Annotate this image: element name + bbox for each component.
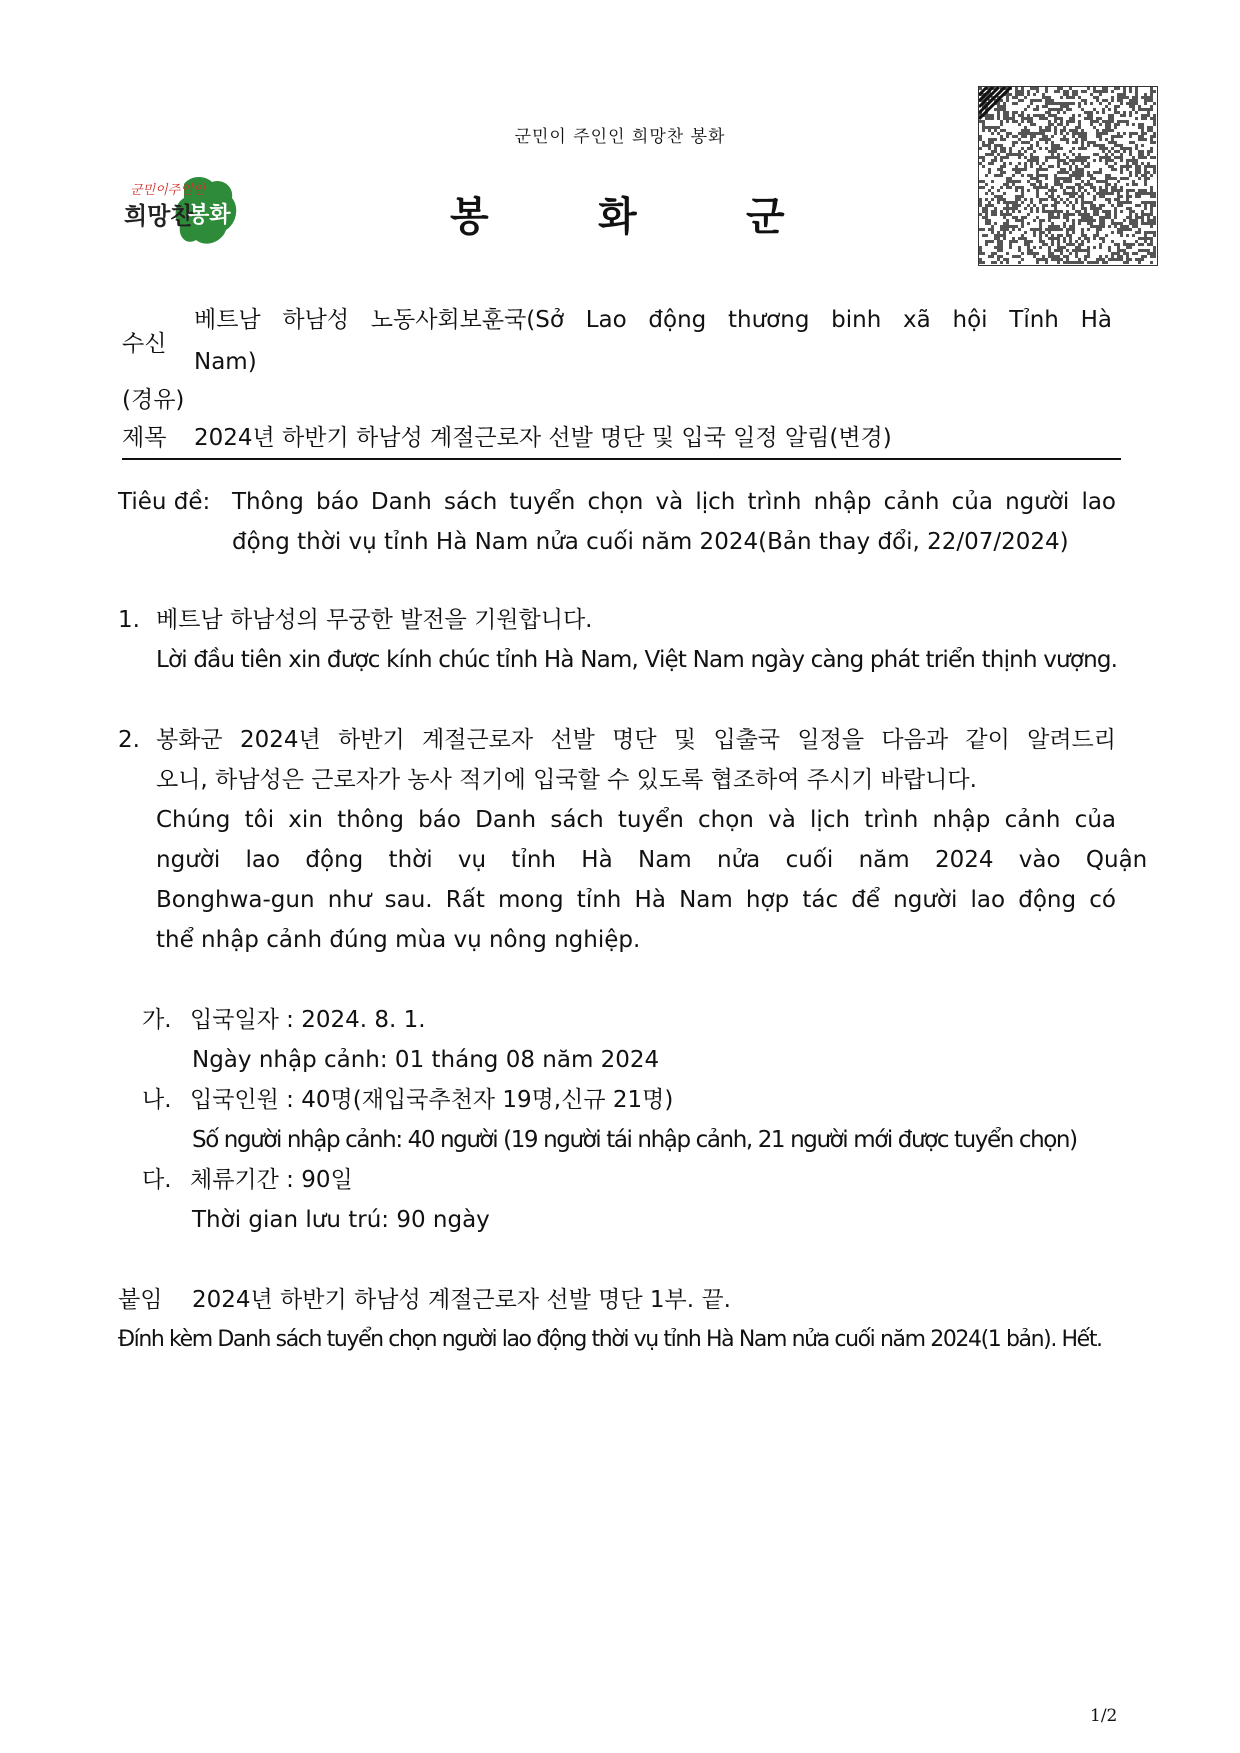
section-2-korean-line-1: 봉화군 2024년 하반기 계절근로자 선발 명단 및 입출국 일정을 다음과 같이 알려드리 [156,727,1116,753]
recipient-label: 수신 [122,331,167,357]
section-2-vietnamese-line-3: Bonghwa-gun như sau. Rất mong tỉnh Hà Nam hợp tác để người lao động có [156,887,1116,913]
qr-code [978,86,1158,266]
section-1-vietnamese: Lời đầu tiên xin được kính chúc tỉnh Hà Nam, Việt Nam ngày càng phát triển thịnh vượng. [156,647,1118,673]
org-name-char-1: 봉 [450,194,489,240]
attachment-korean: 2024년 하반기 하남성 계절근로자 선발 명단 1부. 끝. [192,1287,731,1313]
recipient-line-2: Nam) [194,349,257,375]
logo-text-side: 봉화 [188,203,231,228]
org-name-char-2: 화 [598,194,637,240]
org-name-char-3: 군 [746,194,785,240]
vn-title-line-2: động thời vụ tỉnh Hà Nam nửa cuối năm 2024(Bản thay đổi, 22/07/2024) [232,529,1069,555]
subject-divider [122,458,1121,460]
bonghwa-logo [122,172,242,252]
subject-label: 제목 [122,425,167,451]
item-b-vietnamese: Số người nhập cảnh: 40 người (19 người tái nhập cảnh, 21 người mới được tuyển chọn) [192,1127,1077,1153]
item-c-korean: 체류기간 : 90일 [190,1167,353,1193]
item-a-marker: 가. [142,1007,172,1033]
section-2-vietnamese-line-4: thể nhập cảnh đúng mùa vụ nông nghiệp. [156,927,641,953]
section-2-vietnamese-line-1: Chúng tôi xin thông báo Danh sách tuyển chọn và lịch trình nhập cảnh của [156,807,1116,833]
page-number: 1/2 [1090,1706,1118,1726]
vn-title-label: Tiêu đề: [118,489,211,515]
section-1-number: 1. [118,607,140,633]
vn-title-line-1: Thông báo Danh sách tuyển chọn và lịch trình nhập cảnh của người lao [232,489,1116,515]
item-b-korean: 입국인원 : 40명(재입국추천자 19명,신규 21명) [190,1087,674,1113]
item-c-vietnamese: Thời gian lưu trú: 90 ngày [192,1207,490,1233]
attachment-vietnamese: Đính kèm Danh sách tuyển chọn người lao động thời vụ tỉnh Hà Nam nửa cuối năm 2024(1 bản). Hết. [118,1327,1102,1352]
slogan: 군민이 주인인 희망찬 봉화 [514,127,726,147]
item-c-marker: 다. [142,1167,172,1193]
item-b-marker: 나. [142,1087,172,1113]
logo-text-main: 희망찬 [124,202,194,230]
recipient-line-1: 베트남 하남성 노동사회보훈국(Sở Lao động thương binh xã hội Tỉnh Hà [194,307,1112,333]
subject-text: 2024년 하반기 하남성 계절근로자 선발 명단 및 입국 일정 알림(변경) [194,425,892,451]
item-a-vietnamese: Ngày nhập cảnh: 01 tháng 08 năm 2024 [192,1047,660,1073]
via-label: (경유) [122,387,185,413]
section-2-vietnamese-line-2: người lao động thời vụ tỉnh Hà Nam nửa cuối năm 2024 vào Quận [156,847,1148,873]
section-2-number: 2. [118,727,140,753]
item-a-korean: 입국일자 : 2024. 8. 1. [190,1007,426,1033]
section-2-korean-line-2: 오니, 하남성은 근로자가 농사 적기에 입국할 수 있도록 협조하여 주시기 바랍니다. [156,767,977,793]
logo-text-top: 군민이주인인 [130,183,206,198]
attachment-label: 붙임 [118,1287,163,1313]
section-1-korean: 베트남 하남성의 무궁한 발전을 기원합니다. [156,607,593,633]
